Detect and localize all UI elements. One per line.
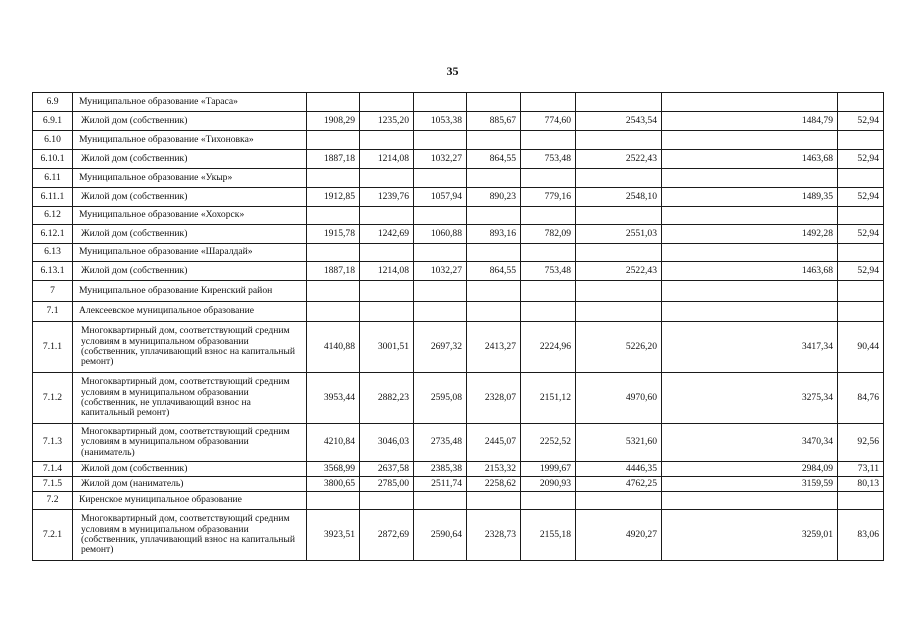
empty-cell: [521, 244, 576, 262]
value-cell: 864,55: [467, 262, 521, 281]
empty-cell: [467, 244, 521, 262]
row-code: 6.10: [33, 131, 73, 150]
value-cell: 753,48: [521, 262, 576, 281]
row-code: 6.13: [33, 244, 73, 262]
empty-cell: [576, 93, 662, 112]
table-row: [33, 188, 884, 207]
value-cell: 1032,27: [414, 150, 467, 169]
empty-cell: [414, 169, 467, 188]
section-name: Муниципальное образование «Укыр»: [73, 169, 307, 188]
section-name: Муниципальное образование «Шаралдай»: [73, 244, 307, 262]
value-cell: 2595,08: [414, 373, 467, 424]
section-row: [33, 281, 884, 302]
value-cell: 92,56: [838, 424, 884, 462]
empty-cell: [307, 207, 360, 225]
empty-cell: [838, 492, 884, 510]
empty-cell: [414, 131, 467, 150]
table-row: [33, 150, 884, 169]
value-cell: 1463,68: [662, 150, 838, 169]
value-cell: 1912,85: [307, 188, 360, 207]
value-cell: 3417,34: [662, 322, 838, 373]
value-cell: 90,44: [838, 322, 884, 373]
value-cell: 2872,69: [360, 510, 414, 561]
value-cell: 1214,08: [360, 150, 414, 169]
empty-cell: [576, 169, 662, 188]
value-cell: 1915,78: [307, 225, 360, 244]
row-name: Жилой дом (собственник): [73, 262, 307, 281]
section-name: Муниципальное образование «Тихоновка»: [73, 131, 307, 150]
empty-cell: [360, 131, 414, 150]
row-code: 7.1.3: [33, 424, 73, 462]
row-name: Многоквартирный дом, соответствующий средним условиям в муниципальном образовании (собственник, уплачивающий взнос на капитальный ремонт): [73, 510, 307, 561]
value-cell: 774,60: [521, 112, 576, 131]
row-code: 6.11: [33, 169, 73, 188]
value-cell: 3259,01: [662, 510, 838, 561]
value-cell: 73,11: [838, 462, 884, 477]
section-row: [33, 492, 884, 510]
row-code: 7: [33, 281, 73, 302]
empty-cell: [576, 302, 662, 322]
value-cell: 2090,93: [521, 477, 576, 492]
value-cell: 2258,62: [467, 477, 521, 492]
section-row: [33, 169, 884, 188]
row-name: Многоквартирный дом, соответствующий средним условиям в муниципальном образовании (собственник, уплачивающий взнос на капитальный ремонт): [73, 322, 307, 373]
value-cell: 2328,73: [467, 510, 521, 561]
value-cell: 80,13: [838, 477, 884, 492]
section-row: [33, 244, 884, 262]
tariff-table: [32, 92, 884, 561]
value-cell: 52,94: [838, 225, 884, 244]
value-cell: 1908,29: [307, 112, 360, 131]
value-cell: 2637,58: [360, 462, 414, 477]
empty-cell: [360, 207, 414, 225]
value-cell: 3159,59: [662, 477, 838, 492]
value-cell: 52,94: [838, 188, 884, 207]
value-cell: 1239,76: [360, 188, 414, 207]
value-cell: 2224,96: [521, 322, 576, 373]
value-cell: 3275,34: [662, 373, 838, 424]
section-name: Алексеевское муниципальное образование: [73, 302, 307, 322]
value-cell: 1489,35: [662, 188, 838, 207]
empty-cell: [414, 207, 467, 225]
value-cell: 5321,60: [576, 424, 662, 462]
empty-cell: [521, 207, 576, 225]
value-cell: 84,76: [838, 373, 884, 424]
value-cell: 2155,18: [521, 510, 576, 561]
value-cell: 890,23: [467, 188, 521, 207]
row-code: 6.10.1: [33, 150, 73, 169]
value-cell: 2882,23: [360, 373, 414, 424]
table-row: [33, 462, 884, 477]
empty-cell: [307, 131, 360, 150]
value-cell: 1492,28: [662, 225, 838, 244]
value-cell: 2522,43: [576, 150, 662, 169]
row-name: Жилой дом (собственник): [73, 225, 307, 244]
empty-cell: [307, 244, 360, 262]
empty-cell: [662, 492, 838, 510]
value-cell: 3953,44: [307, 373, 360, 424]
empty-cell: [307, 492, 360, 510]
empty-cell: [576, 131, 662, 150]
section-row: [33, 207, 884, 225]
empty-cell: [576, 244, 662, 262]
table-row: [33, 424, 884, 462]
value-cell: 3001,51: [360, 322, 414, 373]
empty-cell: [576, 207, 662, 225]
table-row: [33, 322, 884, 373]
value-cell: 2551,03: [576, 225, 662, 244]
empty-cell: [662, 169, 838, 188]
row-name: Жилой дом (собственник): [73, 112, 307, 131]
value-cell: 1060,88: [414, 225, 467, 244]
row-code: 7.1.4: [33, 462, 73, 477]
table-row: [33, 477, 884, 492]
value-cell: 5226,20: [576, 322, 662, 373]
empty-cell: [307, 281, 360, 302]
empty-cell: [662, 302, 838, 322]
value-cell: 2511,74: [414, 477, 467, 492]
value-cell: 1214,08: [360, 262, 414, 281]
empty-cell: [360, 244, 414, 262]
table-row: [33, 510, 884, 561]
empty-cell: [662, 93, 838, 112]
empty-cell: [662, 244, 838, 262]
value-cell: 2385,38: [414, 462, 467, 477]
empty-cell: [360, 492, 414, 510]
value-cell: 2328,07: [467, 373, 521, 424]
section-name: Киренское муниципальное образование: [73, 492, 307, 510]
empty-cell: [414, 93, 467, 112]
value-cell: 4140,88: [307, 322, 360, 373]
empty-cell: [521, 93, 576, 112]
empty-cell: [576, 281, 662, 302]
value-cell: 1242,69: [360, 225, 414, 244]
row-code: 6.9.1: [33, 112, 73, 131]
value-cell: 52,94: [838, 262, 884, 281]
page-number: 35: [446, 64, 459, 78]
row-code: 6.12.1: [33, 225, 73, 244]
row-code: 7.1.5: [33, 477, 73, 492]
row-name: Жилой дом (собственник): [73, 462, 307, 477]
value-cell: 52,94: [838, 112, 884, 131]
value-cell: 1484,79: [662, 112, 838, 131]
empty-cell: [838, 281, 884, 302]
row-code: 6.12: [33, 207, 73, 225]
value-cell: 2697,32: [414, 322, 467, 373]
row-code: 7.2: [33, 492, 73, 510]
empty-cell: [467, 93, 521, 112]
empty-cell: [467, 492, 521, 510]
empty-cell: [414, 281, 467, 302]
table-body: [33, 93, 884, 561]
value-cell: 2445,07: [467, 424, 521, 462]
value-cell: 782,09: [521, 225, 576, 244]
value-cell: 2785,00: [360, 477, 414, 492]
value-cell: 83,06: [838, 510, 884, 561]
table-row: [33, 262, 884, 281]
empty-cell: [576, 492, 662, 510]
empty-cell: [467, 169, 521, 188]
empty-cell: [360, 93, 414, 112]
empty-cell: [467, 281, 521, 302]
value-cell: 4762,25: [576, 477, 662, 492]
value-cell: 1057,94: [414, 188, 467, 207]
value-cell: 1032,27: [414, 262, 467, 281]
empty-cell: [307, 302, 360, 322]
section-name: Муниципальное образование «Тараса»: [73, 93, 307, 112]
value-cell: 1999,67: [521, 462, 576, 477]
value-cell: 2548,10: [576, 188, 662, 207]
value-cell: 1053,38: [414, 112, 467, 131]
value-cell: 2590,64: [414, 510, 467, 561]
empty-cell: [307, 169, 360, 188]
value-cell: 2735,48: [414, 424, 467, 462]
row-name: Многоквартирный дом, соответствующий средним условиям в муниципальном образовании (собственник, не уплачивающий взнос на капитальный ремонт): [73, 373, 307, 424]
value-cell: 2151,12: [521, 373, 576, 424]
empty-cell: [414, 492, 467, 510]
empty-cell: [838, 169, 884, 188]
empty-cell: [521, 281, 576, 302]
row-name: Жилой дом (собственник): [73, 150, 307, 169]
value-cell: 3470,34: [662, 424, 838, 462]
empty-cell: [662, 131, 838, 150]
empty-cell: [360, 302, 414, 322]
empty-cell: [307, 93, 360, 112]
value-cell: 4920,27: [576, 510, 662, 561]
empty-cell: [467, 207, 521, 225]
empty-cell: [414, 302, 467, 322]
section-name: Муниципальное образование Киренский район: [73, 281, 307, 302]
value-cell: 4970,60: [576, 373, 662, 424]
row-code: 6.13.1: [33, 262, 73, 281]
empty-cell: [414, 244, 467, 262]
value-cell: 753,48: [521, 150, 576, 169]
row-code: 6.9: [33, 93, 73, 112]
empty-cell: [521, 302, 576, 322]
empty-cell: [838, 93, 884, 112]
value-cell: 779,16: [521, 188, 576, 207]
empty-cell: [467, 131, 521, 150]
empty-cell: [521, 169, 576, 188]
row-name: Жилой дом (наниматель): [73, 477, 307, 492]
empty-cell: [662, 207, 838, 225]
value-cell: 893,16: [467, 225, 521, 244]
value-cell: 885,67: [467, 112, 521, 131]
value-cell: 3046,03: [360, 424, 414, 462]
value-cell: 1235,20: [360, 112, 414, 131]
value-cell: 4446,35: [576, 462, 662, 477]
row-code: 6.11.1: [33, 188, 73, 207]
empty-cell: [360, 169, 414, 188]
value-cell: 4210,84: [307, 424, 360, 462]
value-cell: 1887,18: [307, 262, 360, 281]
section-name: Муниципальное образование «Хохорск»: [73, 207, 307, 225]
value-cell: 3800,65: [307, 477, 360, 492]
row-code: 7.2.1: [33, 510, 73, 561]
section-row: [33, 93, 884, 112]
section-row: [33, 302, 884, 322]
table-row: [33, 112, 884, 131]
empty-cell: [467, 302, 521, 322]
empty-cell: [521, 492, 576, 510]
value-cell: 1463,68: [662, 262, 838, 281]
empty-cell: [521, 131, 576, 150]
empty-cell: [360, 281, 414, 302]
value-cell: 3568,99: [307, 462, 360, 477]
value-cell: 2984,09: [662, 462, 838, 477]
value-cell: 2252,52: [521, 424, 576, 462]
table-row: [33, 373, 884, 424]
row-code: 7.1: [33, 302, 73, 322]
empty-cell: [662, 281, 838, 302]
section-row: [33, 131, 884, 150]
empty-cell: [838, 244, 884, 262]
value-cell: 3923,51: [307, 510, 360, 561]
value-cell: 52,94: [838, 150, 884, 169]
value-cell: 1887,18: [307, 150, 360, 169]
empty-cell: [838, 302, 884, 322]
row-name: Многоквартирный дом, соответствующий средним условиям в муниципальном образовании (наниматель): [73, 424, 307, 462]
value-cell: 2413,27: [467, 322, 521, 373]
value-cell: 2543,54: [576, 112, 662, 131]
row-code: 7.1.2: [33, 373, 73, 424]
table-row: [33, 225, 884, 244]
empty-cell: [838, 207, 884, 225]
empty-cell: [838, 131, 884, 150]
row-code: 7.1.1: [33, 322, 73, 373]
value-cell: 2153,32: [467, 462, 521, 477]
value-cell: 864,55: [467, 150, 521, 169]
row-name: Жилой дом (собственник): [73, 188, 307, 207]
value-cell: 2522,43: [576, 262, 662, 281]
